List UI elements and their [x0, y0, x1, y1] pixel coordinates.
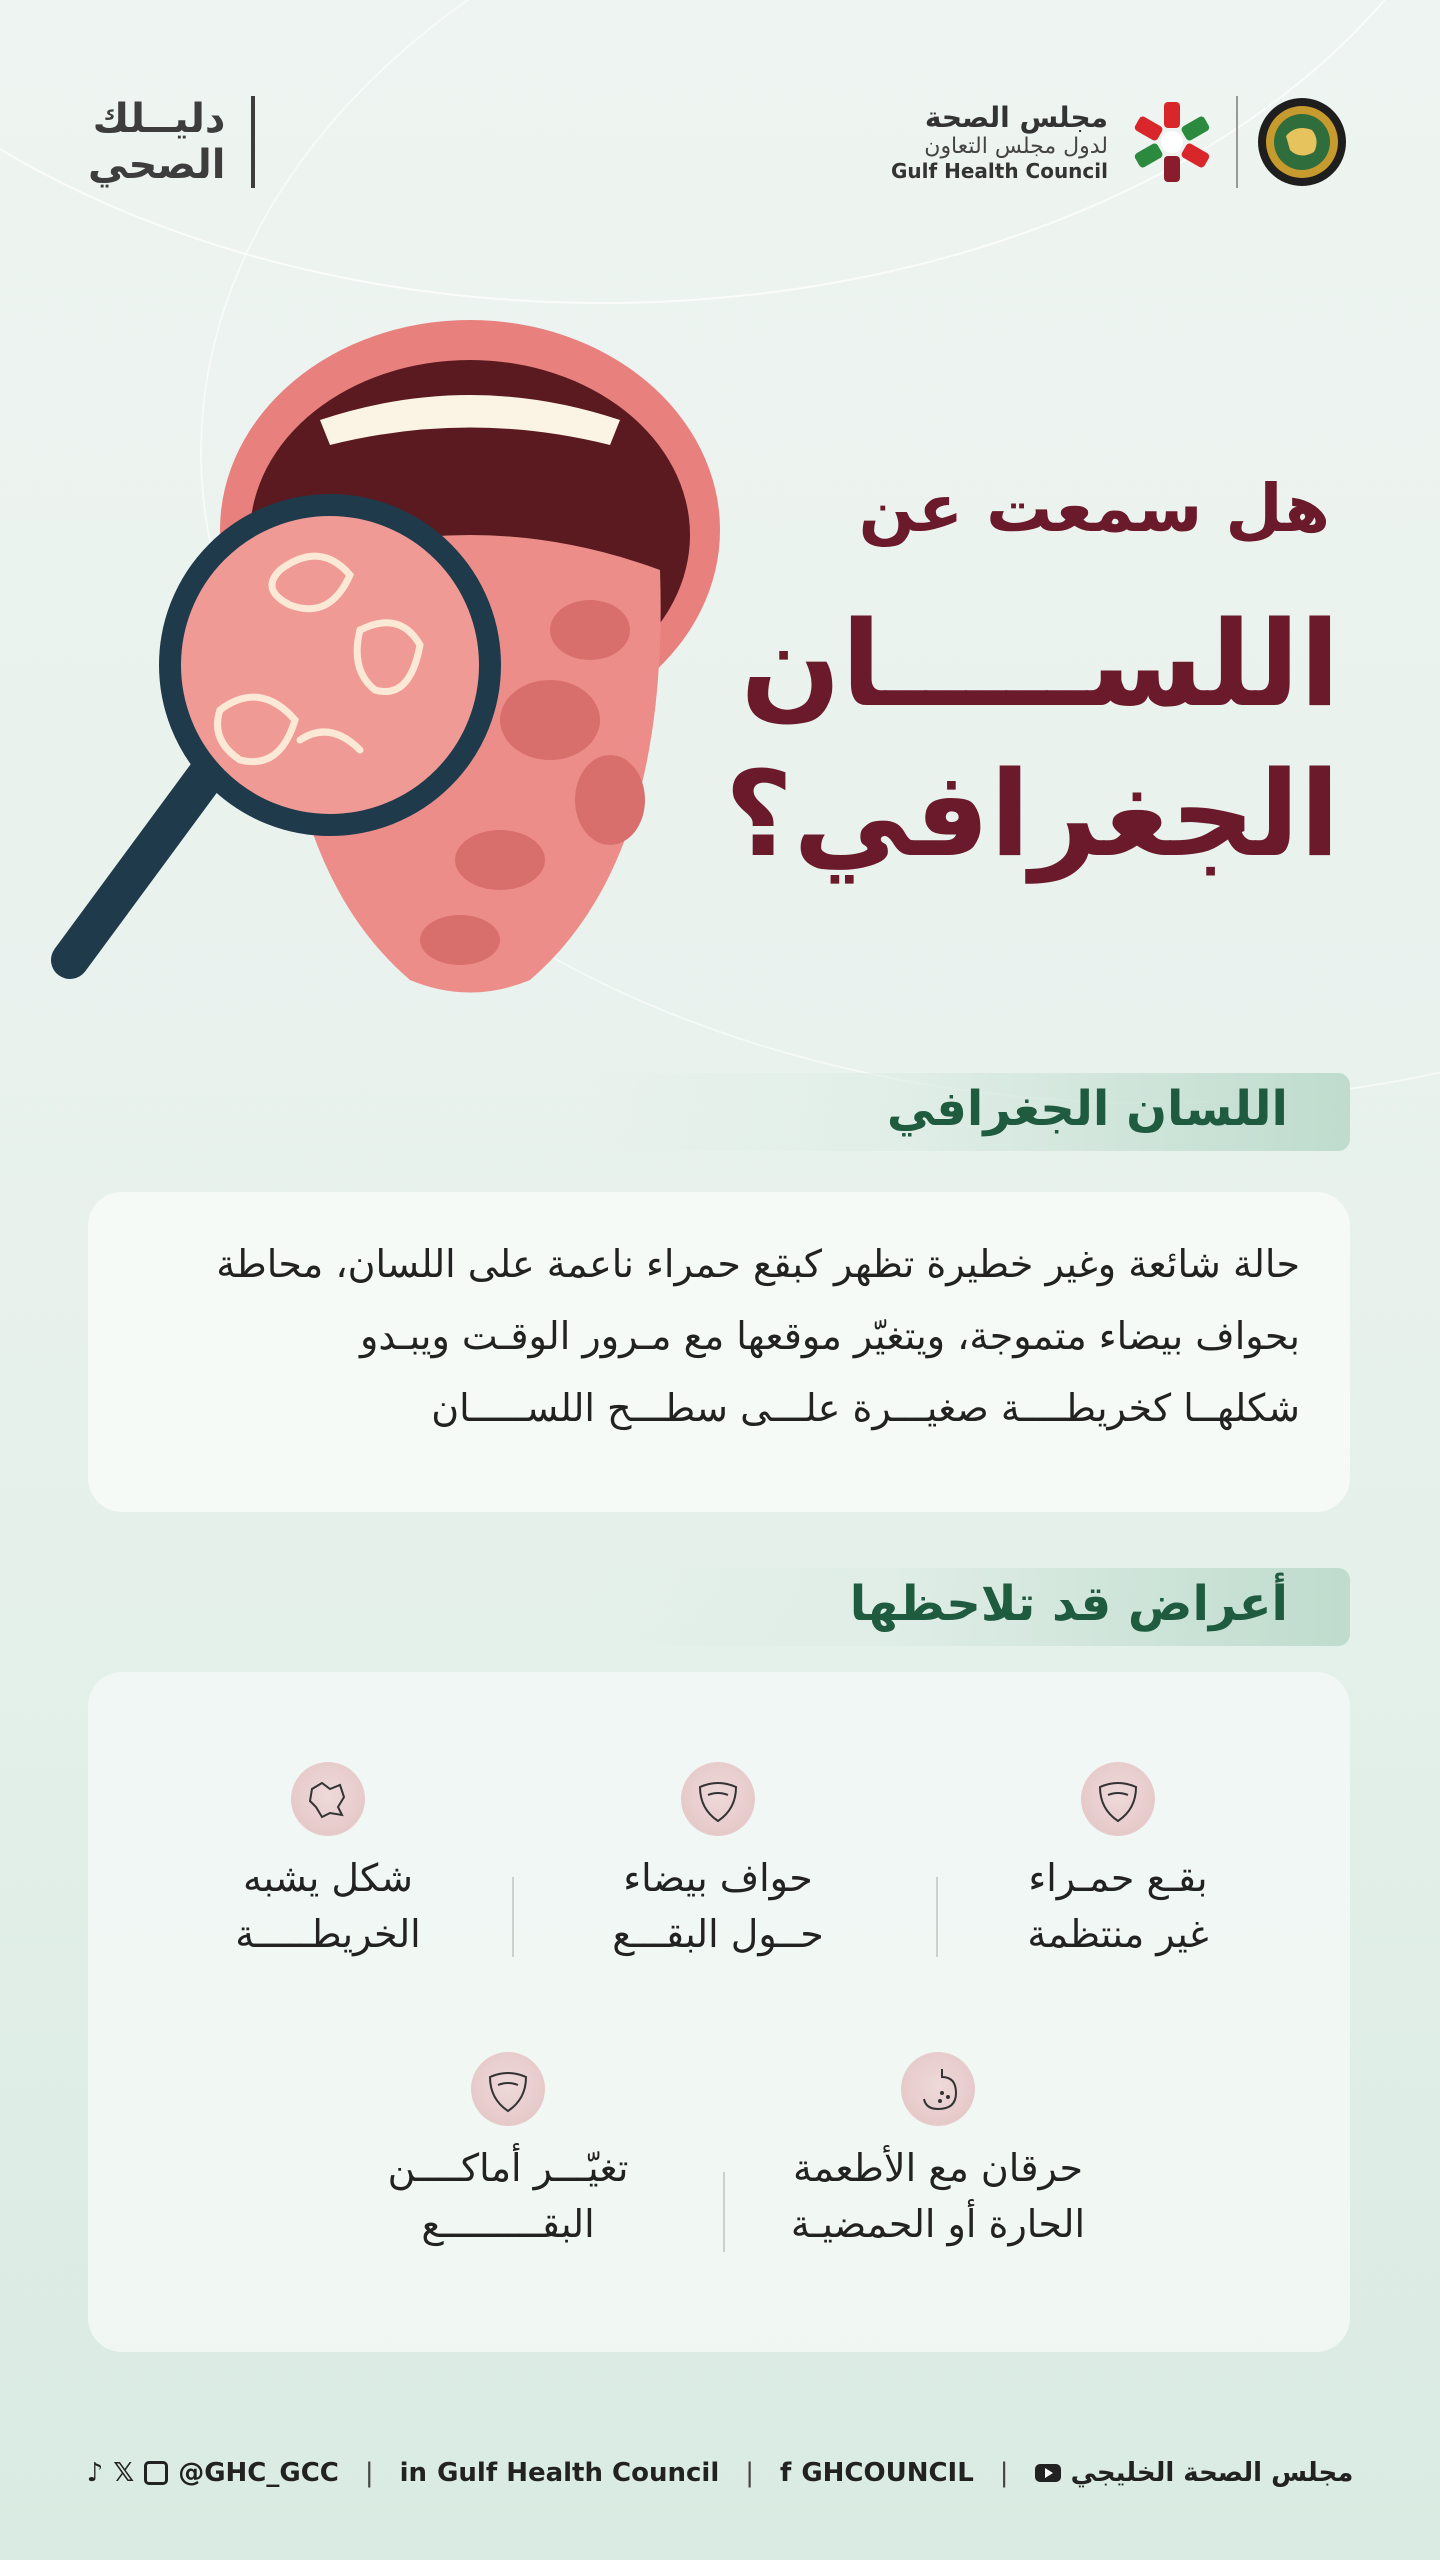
- definition-card: [88, 1192, 1350, 1512]
- instagram-icon: [144, 2461, 168, 2485]
- symptom-item: [768, 2052, 1108, 2252]
- definition-line: شكلهــا كخريطــــة صغيـــرة علـــى سطـــح اللســـــان: [431, 1386, 1300, 1430]
- tongue-icon: [1081, 1762, 1155, 1836]
- symptom-item: [568, 1762, 868, 1962]
- brand-divider: [251, 96, 255, 188]
- council-name-ar: مجلس الصحة: [924, 101, 1108, 134]
- council-brand: [891, 96, 1348, 188]
- council-name-ar-sub: لدول مجلس التعاون: [924, 134, 1108, 159]
- symptom-line-2: الخريطـــــة: [235, 1912, 421, 1956]
- symptom-line-1: حرقان مع الأطعمة: [793, 2146, 1083, 2190]
- youtube-icon: [1035, 2464, 1061, 2482]
- symptom-line-2: غير منتظمة: [1027, 1912, 1209, 1956]
- tongue-icon: [681, 1762, 755, 1836]
- symptoms-title: أعراض قد تلاحظها: [849, 1576, 1288, 1632]
- symptom-divider: [723, 2172, 725, 2252]
- headline-intro: هل سمعت عن: [858, 470, 1330, 547]
- footer-separator: |: [364, 2458, 374, 2488]
- tiktok-icon: ♪: [86, 2458, 104, 2488]
- footer-separator: |: [745, 2458, 754, 2488]
- symptom-line-1: بقـع حمـراء: [1028, 1856, 1208, 1900]
- youtube-link[interactable]: [1035, 2458, 1354, 2488]
- council-names: [891, 101, 1108, 183]
- linkedin-name: Gulf Health Council: [437, 2458, 720, 2488]
- headline-title-1: اللســـــان: [740, 595, 1340, 733]
- symptom-item: [348, 2052, 668, 2252]
- symptom-line-1: شكل يشبه: [243, 1856, 413, 1900]
- symptom-line-2: البقـــــــــع: [421, 2202, 595, 2246]
- definition-line: حالة شائعة وغير خطيرة تظهر كبقع حمراء ناعمة على اللسان، محاطة: [216, 1242, 1300, 1286]
- definition-section-header: [590, 1073, 1350, 1151]
- x-icon: 𝕏: [113, 2458, 135, 2488]
- symptom-line-2: حــول البقـــع: [612, 1912, 824, 1956]
- linkedin-link[interactable]: [400, 2458, 720, 2488]
- tongue-icon: [471, 2052, 545, 2126]
- gcc-emblem-icon: [1256, 96, 1348, 188]
- health-guide-title: [88, 96, 225, 188]
- symptom-line-1: تغيّـــر أماكــــن: [387, 2146, 629, 2190]
- logo-divider: [1236, 96, 1238, 188]
- symptom-line-1: حواف بيضاء: [623, 1856, 813, 1900]
- facebook-name: GHCOUNCIL: [801, 2458, 974, 2488]
- youtube-name: مجلس الصحة الخليجي: [1070, 2458, 1354, 2488]
- council-star-logo-icon: [1126, 96, 1218, 188]
- tongue-illustration: [30, 300, 730, 1000]
- guide-line-1: دليــلك: [92, 96, 226, 142]
- facebook-icon: f: [780, 2458, 792, 2488]
- headline-title-2: الجغرافي؟: [724, 745, 1340, 883]
- guide-line-2: الصحي: [88, 142, 226, 188]
- symptoms-card: [88, 1672, 1350, 2352]
- stomach-icon: [901, 2052, 975, 2126]
- facebook-link[interactable]: [780, 2458, 974, 2488]
- symptoms-section-header: [590, 1568, 1350, 1646]
- footer-separator: |: [999, 2458, 1009, 2488]
- symptom-item: [208, 1762, 448, 1962]
- symptom-line-2: الحارة أو الحمضيـة: [790, 2202, 1086, 2246]
- symptom-divider: [936, 1877, 938, 1957]
- linkedin-icon: in: [399, 2458, 428, 2488]
- social-handle: @GHC_GCC: [178, 2458, 339, 2488]
- health-guide-brand: [88, 96, 255, 188]
- definition-title: اللسان الجغرافي: [886, 1081, 1288, 1137]
- footer-social-bar: [0, 2448, 1440, 2498]
- social-handle-link[interactable]: [87, 2458, 339, 2488]
- symptom-divider: [512, 1877, 514, 1957]
- symptom-item: [988, 1762, 1248, 1962]
- map-icon: [291, 1762, 365, 1836]
- council-name-en: Gulf Health Council: [890, 159, 1108, 183]
- definition-line: بحواف بيضاء متموجة، ويتغيّر موقعها مع مـرور الوقـت ويبـدو: [360, 1314, 1300, 1358]
